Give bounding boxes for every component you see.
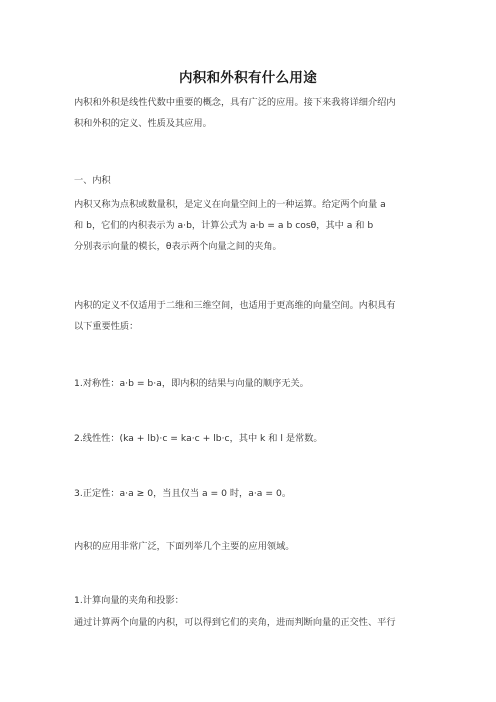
property-symmetry-text: 1.对称性：a·b = b·a，即内积的结果与向量的顺序无关。 [74,378,309,389]
intro-paragraph [74,92,424,134]
definition-line-2: 和 b，它们的内积表示为 a·b，计算公式为 a·b = a b cosθ，其中 a 和 b [74,220,374,231]
definition-paragraph [74,194,424,257]
property-linearity [74,428,424,449]
property-positive-definite-text: 3.正定性：a·a ≥ 0，当且仅当 a = 0 时，a·a = 0。 [74,488,292,499]
properties-intro-paragraph [74,295,424,337]
property-linearity-text: 2.线性性：(ka + lb)·c = ka·c + lb·c，其中 k 和 l 是常数。 [74,433,323,444]
property-positive-definite [74,483,424,504]
intro-line-2: 积和外积的定义、性质及其应用。 [74,118,212,129]
applications-intro-text: 内积的应用非常广泛，下面列举几个主要的应用领域。 [74,541,295,552]
section-heading-text: 一、内积 [74,175,111,186]
applications-intro [74,536,424,557]
property-symmetry [74,373,424,394]
properties-intro-line-1: 内积的定义不仅适用于二维和三维空间，也适用于更高维的向量空间。内积具有 [74,300,396,311]
definition-line-1: 内积又称为点积或数量积，是定义在向量空间上的一种运算。给定两个向量 a [74,199,386,210]
intro-line-1: 内积和外积是线性代数中重要的概念，具有广泛的应用。接下来我将详细介绍内 [74,97,396,108]
definition-line-3: 分别表示向量的模长，θ表示两个向量之间的夹角。 [74,241,282,252]
application-1-heading-text: 1.计算向量的夹角和投影： [74,595,184,606]
application-1-paragraph [74,612,424,633]
application-1-line-1: 通过计算两个向量的内积，可以得到它们的夹角，进而判断向量的正交性、平行 [74,617,396,628]
application-1-heading [74,590,424,611]
properties-intro-line-2: 以下重要性质： [74,321,139,332]
document-title: 内积和外积有什么用途 [179,70,317,86]
section-heading-inner-product [74,170,424,191]
